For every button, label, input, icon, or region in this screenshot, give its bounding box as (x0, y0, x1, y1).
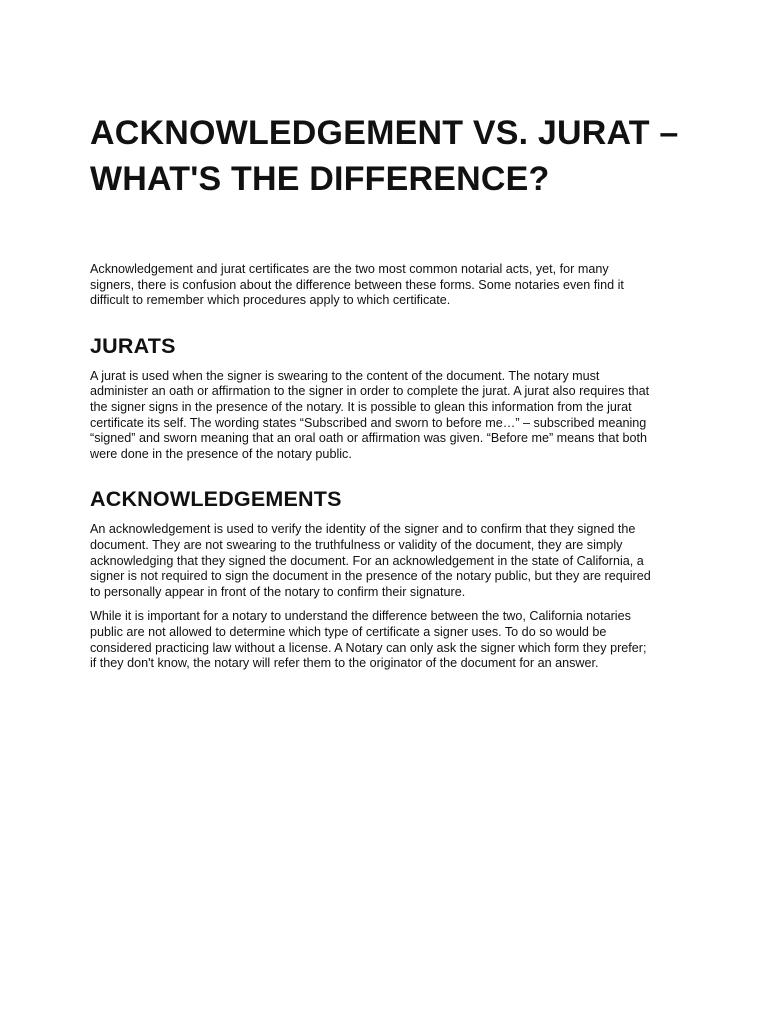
text-line: “signed” and sworn meaning that an oral oath or affirmation was given. “Before me” means that both (90, 431, 647, 446)
title-line: ACKNOWLEDGEMENT VS. JURAT – (90, 114, 679, 152)
text-line: signers, there is confusion about the difference between these forms. Some notaries even find it (90, 277, 624, 292)
text-line: difficult to remember which procedures apply to which certificate. (90, 293, 451, 308)
text-line: the signer signs in the presence of the notary. It is possible to glean this information from the jurat (90, 399, 632, 414)
acknowledgements-paragraph (90, 522, 682, 600)
text-line: were done in the presence of the notary public. (90, 446, 352, 461)
title-line: WHAT'S THE DIFFERENCE? (90, 160, 550, 198)
text-line: considered practicing law without a license. A Notary can only ask the signer which form they prefer; (90, 640, 647, 655)
text-line: An acknowledgement is used to verify the identity of the signer and to confirm that they signed the (90, 522, 636, 537)
section-heading-acknowledgements: ACKNOWLEDGEMENTS (90, 487, 342, 512)
text-line: acknowledging that they signed the document. For an acknowledgement in the state of California, a (90, 553, 644, 568)
jurats-paragraph (90, 369, 682, 463)
text-line: Acknowledgement and jurat certificates are the two most common notarial acts, yet, for many (90, 262, 609, 276)
document-title (90, 110, 682, 202)
document-page (90, 110, 682, 672)
text-line: administer an oath or affirmation to the signer in order to complete the jurat. A jurat also requires that (90, 384, 650, 399)
text-line: public are not allowed to determine which type of certificate a signer uses. To do so would be (90, 624, 607, 639)
text-line: certificate its self. The wording states “Subscribed and sworn to before me…” – subscribed meaning (90, 415, 647, 430)
text-line: signer is not required to sign the document in the presence of the notary public, but they are required (90, 569, 651, 584)
section-heading-jurats: JURATS (90, 333, 176, 358)
difference-paragraph (90, 609, 682, 671)
text-line: document. They are not swearing to the truthfulness or validity of the document, they are simply (90, 537, 623, 552)
text-line: to personally appear in front of the notary to confirm their signature. (90, 584, 466, 599)
text-line: if they don't know, the notary will refer them to the originator of the document for an answer. (90, 656, 599, 671)
intro-paragraph (90, 262, 682, 309)
text-line: While it is important for a notary to understand the difference between the two, California notaries (90, 609, 631, 624)
text-line: A jurat is used when the signer is swearing to the content of the document. The notary must (90, 368, 600, 383)
